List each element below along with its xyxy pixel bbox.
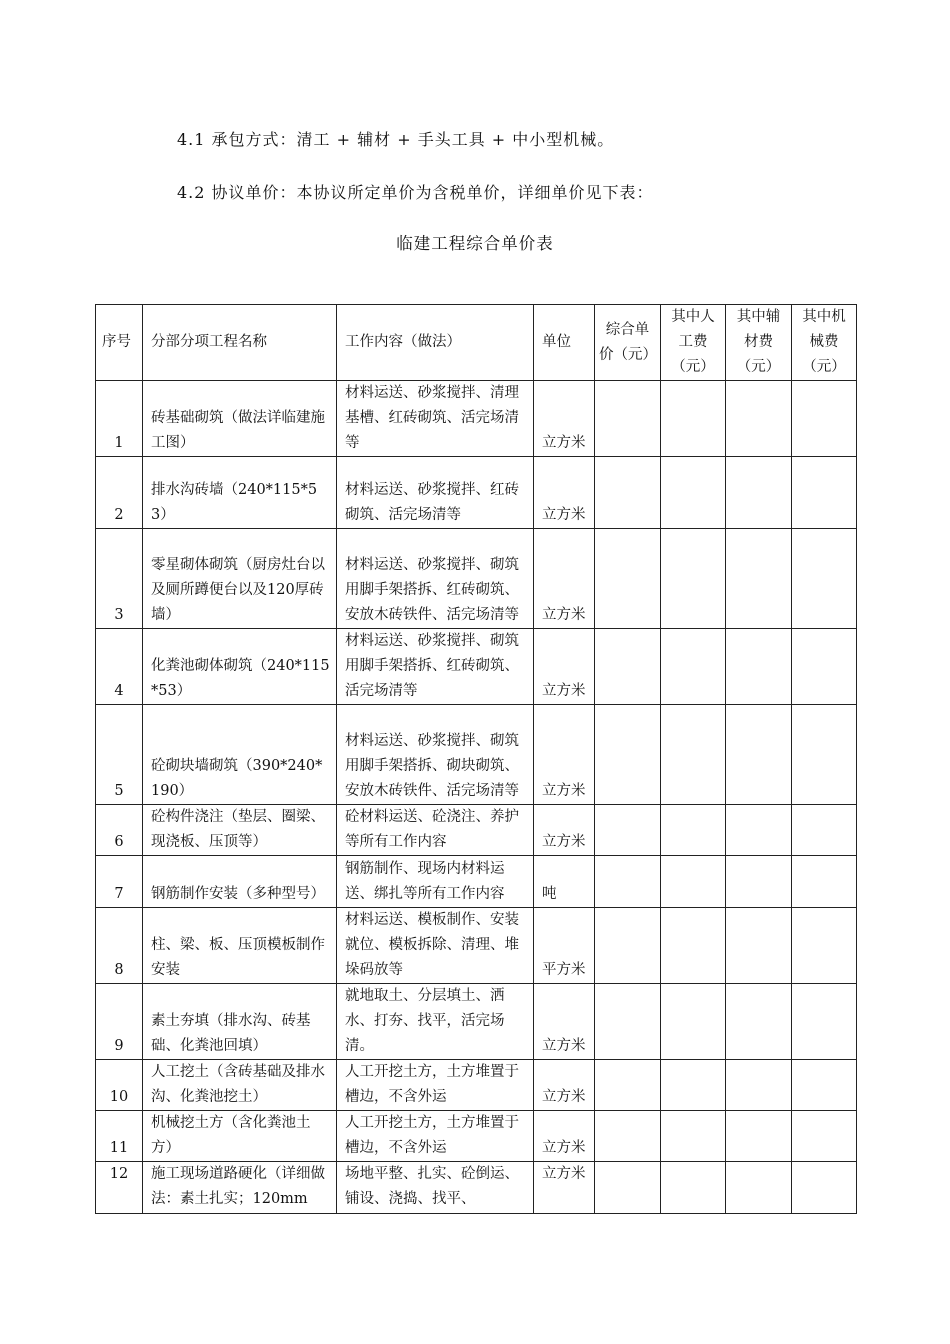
row-content: 人工开挖土方，土方堆置于槽边，不含外运: [337, 1111, 534, 1162]
row-content: 材料运送、模板制作、安装就位、模板拆除、清理、堆垛码放等: [337, 908, 534, 984]
row-no: 4: [96, 629, 143, 705]
row-unit: 立方米: [534, 805, 595, 856]
row-material-cost: [726, 805, 792, 856]
row-machine-cost: [792, 629, 857, 705]
row-labor-cost: [661, 1060, 726, 1111]
row-content: 材料运送、砂浆搅拌、砌筑用脚手架搭拆、砌块砌筑、安放木砖铁件、活完场清等: [337, 705, 534, 805]
row-no: 11: [96, 1111, 143, 1162]
row-total-price: [595, 705, 661, 805]
row-total-price: [595, 1060, 661, 1111]
table-row: [96, 984, 857, 1060]
row-unit: 立方米: [534, 529, 595, 629]
row-labor-cost: [661, 529, 726, 629]
contract-method-line: 4.1 承包方式：清工 + 辅材 + 手头工具 + 中小型机械。: [177, 130, 615, 149]
header-unit: 单位: [534, 305, 595, 381]
row-total-price: [595, 381, 661, 457]
row-no: 3: [96, 529, 143, 629]
row-no: 8: [96, 908, 143, 984]
row-total-price: [595, 1111, 661, 1162]
row-labor-cost: [661, 908, 726, 984]
row-labor-cost: [661, 984, 726, 1060]
row-unit: 立方米: [534, 984, 595, 1060]
row-total-price: [595, 529, 661, 629]
row-unit: 立方米: [534, 705, 595, 805]
row-unit: 平方米: [534, 908, 595, 984]
row-name: 排水沟砖墙（240*115*53）: [143, 457, 337, 529]
header-total-price: 综合单价（元）: [595, 305, 661, 381]
row-material-cost: [726, 529, 792, 629]
row-no: 6: [96, 805, 143, 856]
row-material-cost: [726, 705, 792, 805]
row-content: 砼材料运送、砼浇注、养护等所有工作内容: [337, 805, 534, 856]
row-unit: 立方米: [534, 381, 595, 457]
row-name: 柱、梁、板、压顶模板制作安装: [143, 908, 337, 984]
row-content: 人工开挖土方，土方堆置于槽边，不含外运: [337, 1060, 534, 1111]
row-content: 材料运送、砂浆搅拌、砌筑用脚手架搭拆、红砖砌筑、活完场清等: [337, 629, 534, 705]
row-no: 2: [96, 457, 143, 529]
row-material-cost: [726, 381, 792, 457]
row-machine-cost: [792, 1060, 857, 1111]
row-machine-cost: [792, 805, 857, 856]
row-name: 素土夯填（排水沟、砖基础、化粪池回填）: [143, 984, 337, 1060]
header-name: 分部分项工程名称: [143, 305, 337, 381]
header-labor-cost: 其中人工费（元）: [661, 305, 726, 381]
row-content: 材料运送、砂浆搅拌、砌筑用脚手架搭拆、红砖砌筑、安放木砖铁件、活完场清等: [337, 529, 534, 629]
row-unit: 立方米: [534, 629, 595, 705]
row-no: 5: [96, 705, 143, 805]
row-material-cost: [726, 1162, 792, 1214]
table-row: [96, 805, 857, 856]
row-name: 钢筋制作安装（多种型号）: [143, 856, 337, 908]
row-material-cost: [726, 629, 792, 705]
row-labor-cost: [661, 381, 726, 457]
row-no: 9: [96, 984, 143, 1060]
row-labor-cost: [661, 629, 726, 705]
row-machine-cost: [792, 529, 857, 629]
table-row: [96, 1060, 857, 1111]
row-material-cost: [726, 457, 792, 529]
header-content: 工作内容（做法）: [337, 305, 534, 381]
row-machine-cost: [792, 457, 857, 529]
table-row: [96, 856, 857, 908]
row-unit: 立方米: [534, 457, 595, 529]
row-content: 场地平整、扎实、砼倒运、铺设、浇捣、找平、: [337, 1162, 534, 1214]
row-labor-cost: [661, 705, 726, 805]
row-total-price: [595, 457, 661, 529]
row-total-price: [595, 629, 661, 705]
row-name: 零星砌体砌筑（厨房灶台以及厕所蹲便台以及120厚砖墙）: [143, 529, 337, 629]
unit-price-table: [95, 304, 857, 1214]
row-labor-cost: [661, 1111, 726, 1162]
row-name: 施工现场道路硬化（详细做法：素土扎实；120mm: [143, 1162, 337, 1214]
row-machine-cost: [792, 381, 857, 457]
table-row: [96, 705, 857, 805]
row-unit: 立方米: [534, 1111, 595, 1162]
row-name: 砖基础砌筑（做法详临建施工图）: [143, 381, 337, 457]
row-labor-cost: [661, 856, 726, 908]
table-row: [96, 457, 857, 529]
row-total-price: [595, 1162, 661, 1214]
row-no: 7: [96, 856, 143, 908]
row-labor-cost: [661, 805, 726, 856]
row-machine-cost: [792, 1162, 857, 1214]
row-name: 砼砌块墙砌筑（390*240*190）: [143, 705, 337, 805]
row-material-cost: [726, 984, 792, 1060]
row-no: 12: [96, 1162, 143, 1214]
row-content: 材料运送、砂浆搅拌、清理基槽、红砖砌筑、活完场清等: [337, 381, 534, 457]
row-material-cost: [726, 1111, 792, 1162]
table-row: [96, 381, 857, 457]
row-unit: 立方米: [534, 1162, 595, 1214]
table-row: [96, 629, 857, 705]
row-labor-cost: [661, 1162, 726, 1214]
row-content: 就地取土、分层填土、洒水、打夯、找平，活完场清。: [337, 984, 534, 1060]
row-name: 化粪池砌体砌筑（240*115*53）: [143, 629, 337, 705]
table-row: [96, 908, 857, 984]
row-unit: 立方米: [534, 1060, 595, 1111]
row-total-price: [595, 805, 661, 856]
row-name: 砼构件浇注（垫层、圈梁、现浇板、压顶等）: [143, 805, 337, 856]
row-machine-cost: [792, 908, 857, 984]
header-material-cost: 其中辅材费（元）: [726, 305, 792, 381]
header-machine-cost: 其中机械费（元）: [792, 305, 857, 381]
row-total-price: [595, 856, 661, 908]
row-material-cost: [726, 908, 792, 984]
row-no: 1: [96, 381, 143, 457]
row-material-cost: [726, 1060, 792, 1111]
row-material-cost: [726, 856, 792, 908]
row-unit: 吨: [534, 856, 595, 908]
row-machine-cost: [792, 1111, 857, 1162]
table-row: [96, 1111, 857, 1162]
table-header-row: [96, 305, 857, 381]
row-name: 机械挖土方（含化粪池土方）: [143, 1111, 337, 1162]
row-content: 钢筋制作、现场内材料运送、绑扎等所有工作内容: [337, 856, 534, 908]
row-total-price: [595, 984, 661, 1060]
row-no: 10: [96, 1060, 143, 1111]
unit-price-line: 4.2 协议单价：本协议所定单价为含税单价，详细单价见下表：: [177, 183, 654, 202]
table-title: 临建工程综合单价表: [396, 234, 554, 253]
table-row: [96, 1162, 857, 1214]
row-name: 人工挖土（含砖基础及排水沟、化粪池挖土）: [143, 1060, 337, 1111]
header-no: 序号: [96, 305, 143, 381]
row-machine-cost: [792, 984, 857, 1060]
row-content: 材料运送、砂浆搅拌、红砖砌筑、活完场清等: [337, 457, 534, 529]
row-labor-cost: [661, 457, 726, 529]
row-machine-cost: [792, 856, 857, 908]
row-machine-cost: [792, 705, 857, 805]
table-row: [96, 529, 857, 629]
row-total-price: [595, 908, 661, 984]
